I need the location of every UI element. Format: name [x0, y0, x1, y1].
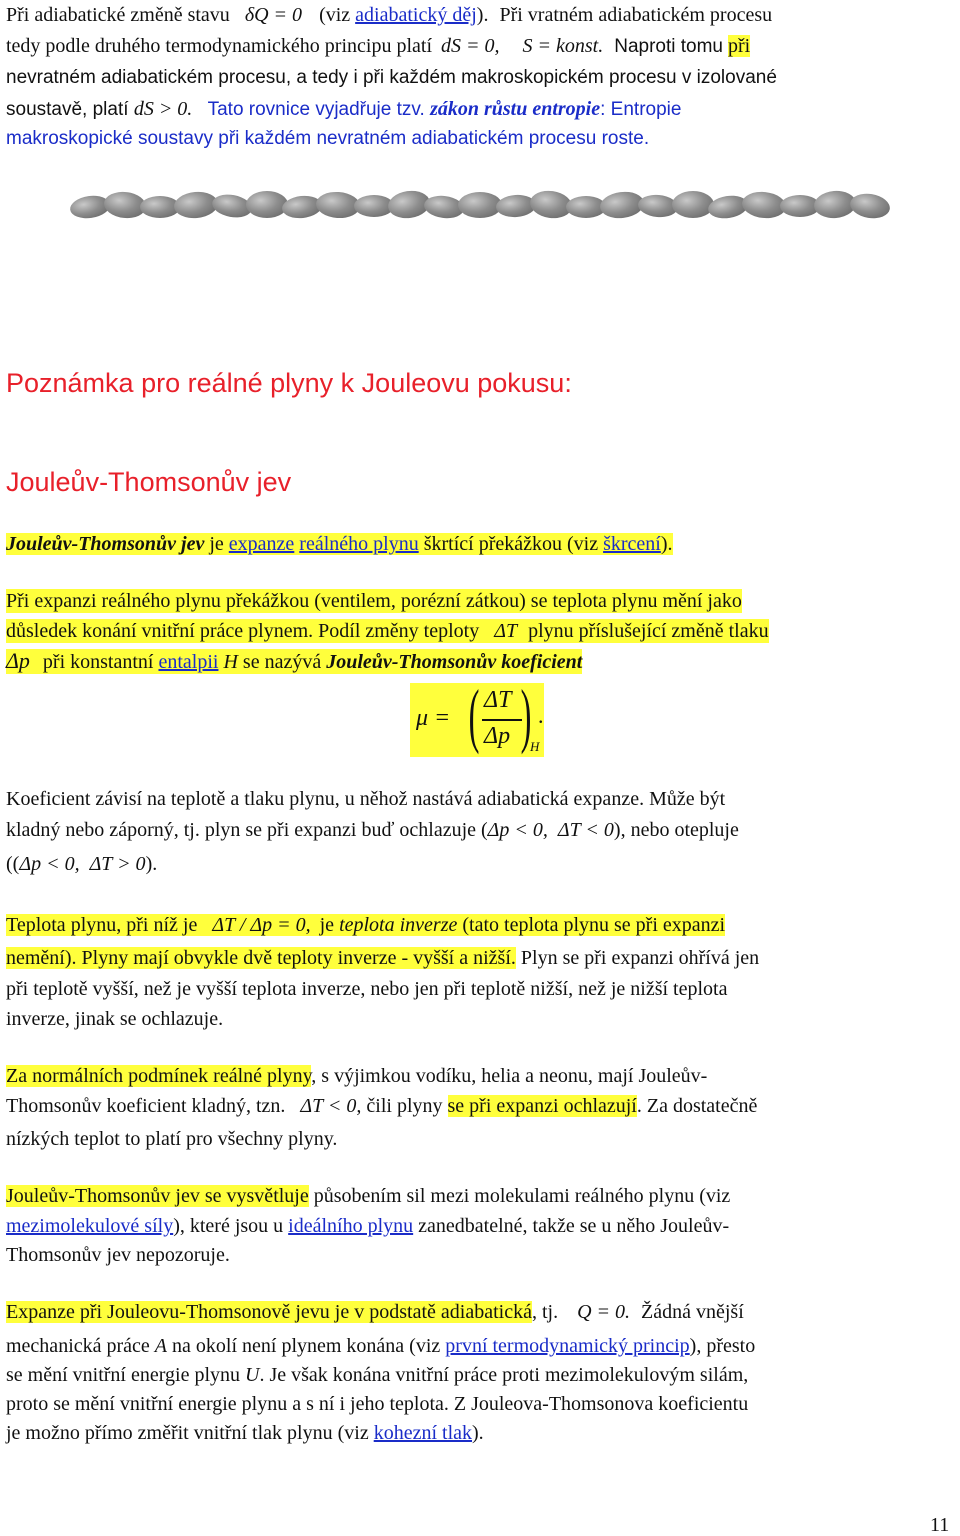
text: čili plyny — [366, 1095, 443, 1117]
text: je možno přímo změřit vnitřní tlak plynu (viz — [6, 1422, 369, 1444]
p8-line5 — [6, 1421, 484, 1445]
text: (viz — [319, 4, 351, 26]
link-realneho-plynu[interactable]: reálného plynu — [299, 533, 419, 555]
text: , s výjimkou vodíku, helia a neonu, mají Jouleův- — [311, 1065, 708, 1087]
link-idealniho-plynu[interactable]: ideálního plynu — [288, 1215, 414, 1237]
p8-line2 — [6, 1334, 755, 1358]
page-number: 11 — [930, 1514, 950, 1536]
link-expanze[interactable]: expanze — [228, 533, 295, 555]
link-entalpii[interactable]: entalpii — [158, 651, 219, 673]
text: ). — [476, 4, 489, 26]
text: nevratném adiabatickém procesu, a tedy i při každém makroskopickém procesu v izolované — [6, 67, 777, 88]
text: Při vratném adiabatickém procesu — [499, 4, 773, 26]
p1-line4 — [6, 97, 681, 122]
text: ), přesto — [689, 1335, 756, 1357]
text: mechanická práce — [6, 1335, 150, 1357]
text: škrtící překážkou (viz — [423, 533, 599, 555]
math-q0: Q = 0. — [577, 1301, 631, 1323]
paren-right: ) — [520, 675, 532, 755]
text: kladný nebo záporný, tj. plyn se při expanzi buď ochlazuje ( — [6, 819, 488, 841]
text: Při adiabatické změně stavu — [6, 4, 230, 26]
formula-mu — [410, 675, 544, 757]
text: Tato rovnice vyjadřuje tzv. — [207, 99, 425, 120]
math-ds0: dS = 0, — [441, 35, 500, 57]
term-zakon-rustu-entropie: zákon růstu entropie — [430, 98, 601, 120]
heading-jt-jev: Jouleův-Thomsonův jev — [6, 467, 292, 497]
math-delta-p: Δp — [6, 648, 30, 673]
p5-line3: při teplotě vyšší, než je vyšší teplota inverze, nebo jen při teplotě nižší, než je nižší teplota — [6, 978, 728, 1000]
formula-dot: . — [538, 703, 544, 728]
p6-line3: nízkých teplot to platí pro všechny plyny. — [6, 1128, 338, 1150]
text: důsledek konání vnitřní práce plynem. Podíl změny teploty — [6, 620, 480, 642]
term-teplota-inverze: teplota inverze — [339, 914, 458, 936]
text: je — [209, 533, 224, 555]
math-condition-heat: Δp < 0, ΔT > 0 — [19, 853, 146, 875]
text: se nazývá — [242, 651, 322, 673]
term-jt-koeficient: Jouleův-Thomsonův koeficient — [326, 651, 583, 673]
link-mezimolekulove-sily[interactable]: mezimolekulové síly — [6, 1215, 174, 1237]
math-ds-gt0: dS > 0. — [133, 98, 193, 120]
p8-line3 — [6, 1363, 748, 1387]
text: Naproti tomu — [614, 36, 723, 57]
text: ). — [145, 853, 158, 875]
p7-line3: Thomsonův jev nepozoruje. — [6, 1244, 230, 1266]
p6-line1 — [6, 1064, 707, 1088]
var-a: A — [154, 1335, 168, 1357]
highlight: Jouleův-Thomsonův jev se vysvětluje — [6, 1185, 309, 1207]
p4-line1: Koeficient závisí na teplotě a tlaku plynu, u něhož nastává adiabatická expanze. Může být — [6, 788, 726, 810]
p5-line4: inverze, jinak se ochlazuje. — [6, 1008, 224, 1030]
math-dt-lt0: ΔT < 0, — [300, 1095, 362, 1117]
text: se mění vnitřní energie plynu — [6, 1364, 241, 1386]
text: ), které jsou u — [173, 1215, 284, 1237]
p1-line1 — [6, 3, 772, 27]
math-dq: δQ = 0 — [244, 4, 303, 26]
math-s-konst: S = konst. — [522, 35, 604, 57]
paren-left: ( — [468, 675, 480, 755]
math-delta-t: ΔT — [494, 620, 518, 642]
p8-line4: proto se mění vnitřní energie plynu a s ní i jeho teplota. Z Jouleova-Thomsonova koeficientu — [6, 1393, 749, 1415]
text: makroskopické soustavy při každém nevratném adiabatickém procesu roste. — [6, 128, 650, 149]
text: (tato teplota plynu se při expanzi — [462, 914, 726, 936]
highlight: se při expanzi ochlazují — [447, 1095, 637, 1117]
text: na okolí není plynem konána (viz — [172, 1335, 441, 1357]
text: ). — [472, 1422, 484, 1444]
p1-line3 — [6, 66, 777, 90]
p1-line5 — [6, 127, 649, 151]
text: působením sil mezi molekulami reálného plynu (viz — [313, 1185, 731, 1207]
p5-line1 — [6, 913, 725, 937]
p3-line2 — [6, 619, 769, 643]
var-h: H — [223, 651, 238, 673]
text: . Je však konána vnitřní práce proti mezimolekulovým silám, — [259, 1364, 749, 1386]
text: ), nebo otepluje — [613, 819, 739, 841]
text: (( — [6, 853, 20, 875]
formula-numerator: ΔT — [484, 687, 512, 713]
highlight: nemění). Plyny mají obvykle dvě teploty inverze - vyšší a nižší. — [6, 947, 516, 969]
p4-line2 — [6, 818, 739, 842]
p3-line1: Při expanzi reálného plynu překážkou (ventilem, porézní zátkou) se teplota plynu mění jako — [6, 590, 742, 612]
p3-line3 — [6, 649, 582, 674]
highlight: Expanze při Jouleovu-Thomsonově jevu je v podstatě adiabatická — [6, 1301, 532, 1323]
p5-line2 — [6, 946, 759, 970]
text: je — [319, 914, 335, 936]
heading-note: Poznámka pro reálné plyny k Jouleovu pokusu: — [6, 368, 572, 398]
text: tedy podle druhého termodynamického principu platí — [6, 35, 432, 57]
text: Plyn se při expanzi ohřívá jen — [520, 947, 760, 969]
text: ). — [660, 533, 673, 555]
text: zanedbatelné, takže se u něho Jouleův- — [418, 1215, 730, 1237]
text: Thomsonův koeficient kladný, tzn. — [6, 1095, 286, 1117]
term-jt-jev: Jouleův-Thomsonův jev — [6, 533, 205, 555]
math-condition-cool: Δp < 0, ΔT < 0 — [487, 819, 614, 841]
text: Žádná vnější — [641, 1301, 744, 1323]
text: , tj. — [531, 1301, 559, 1323]
link-kohezni-tlak[interactable]: kohezní tlak — [373, 1422, 473, 1444]
text: : Entropie — [600, 99, 682, 120]
text: soustavě, platí — [6, 99, 129, 120]
formula-mu-label: μ = — [416, 705, 451, 731]
p2-line — [6, 532, 673, 556]
p8-line1 — [6, 1300, 744, 1324]
text: . Za dostatečně — [636, 1095, 758, 1117]
link-adiabaticky-dej[interactable]: adiabatický děj — [355, 4, 477, 26]
pebble-divider — [70, 186, 890, 226]
fraction-bar — [482, 719, 522, 721]
formula-subscript: H — [530, 739, 540, 754]
text: Teplota plynu, při níž je — [6, 914, 198, 936]
link-skrceni[interactable]: škrcení — [603, 533, 661, 555]
text: při konstantní — [42, 651, 154, 673]
p1-line2 — [6, 34, 750, 59]
p6-line2 — [6, 1094, 757, 1118]
p4-line3 — [6, 852, 157, 876]
math-inversion: ΔT / Δp = 0, — [212, 914, 311, 936]
highlight: Za normálních podmínek reálné plyny — [6, 1065, 312, 1087]
var-u: U — [245, 1364, 260, 1386]
p7-line1 — [6, 1184, 730, 1208]
link-prvni-termodynamicky-princip[interactable]: první termodynamický princip — [445, 1335, 690, 1357]
p7-line2 — [6, 1214, 729, 1238]
formula-denominator: Δp — [484, 723, 511, 749]
highlight: při — [728, 35, 751, 57]
text: plynu příslušející změně tlaku — [528, 620, 769, 642]
